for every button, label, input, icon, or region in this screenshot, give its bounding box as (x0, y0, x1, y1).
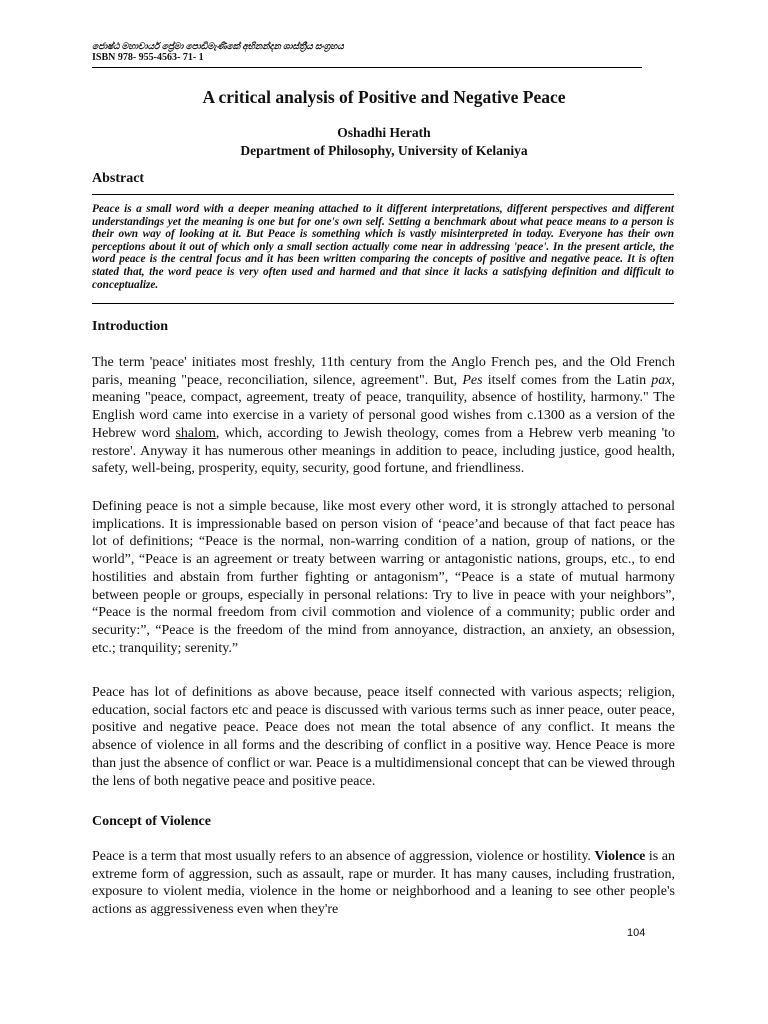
abstract-heading: Abstract (92, 171, 145, 186)
intro-paragraph-3: Peace has lot of definitions as above because, peace itself connected with various aspects; religion, education, social factors etc and peace is discussed with various terms such as inner peace, outer peace, positive and negative peace. Peace does not mean the total absence of any conflict. It means the absence of violence in all forms and the describing of conflict in a positive way. Hence Peace is more than just the absence of conflict or war. Peace is a multidimensional concept that can be viewed through the lens of both negative peace and positive peace. (92, 685, 675, 789)
violence-term: Violence (594, 849, 646, 864)
intro-p1-pes: Pes (462, 372, 483, 388)
intro-p1-shalom: shalom (175, 425, 216, 441)
series-title: ජොෂ්ඨ මහාචාර්ය ප්‍රේමා පොඩිමැණිකේ අභිනන්දන ශාස්ත්‍රීය සංග්‍රහය (92, 41, 344, 51)
introduction-heading: Introduction (92, 319, 168, 334)
author-block (0, 124, 768, 160)
running-header (92, 40, 642, 68)
intro-p1-pax: pax (651, 372, 672, 388)
intro-p1-text-c: , meaning "peace, compact, agreement, treaty of peace, tranquility, absence of hostility, harmony." The English word came into exercise in a variety of personal good wishes from c.1300 as a version of the Hebrew word (92, 372, 675, 441)
violence-p1-text-b: is an extreme form of aggression, such as assault, rape or murder. It has many causes, including frustration, exposure to violent media, violence in the home or neighborhood and a leaning to see other people's actions as aggressiveness even when they're (92, 849, 676, 918)
intro-p1-text-d: , which, according to Jewish theology, comes from a Hebrew verb meaning 'to restore'. Anyway it has numerous other meanings in addition to peace, including justice, good health, safety, well-being, prosperity, equity, security, good fortune, and friendliness. (92, 425, 675, 477)
abstract-box (92, 194, 674, 304)
header-rule (92, 67, 642, 68)
intro-paragraph-2: Defining peace is not a simple because, like most every other word, it is strongly attached to personal implications. It is impressionable based on person vision of ‘peace’and because of that fact peace has lot of definitions; “Peace is the normal, non-warring condition of a nation, group of nations, or the world”, “Peace is an agreement or treaty between warring or antagonistic nations, groups, etc., to end hostilities and abstain from further fighting or antagonism”, “Peace is a state of mutual harmony between people or groups, especially in personal relations: Try to live in peace with your neighbors”, “Peace is the normal freedom from civil commotion and violence of a community; public order and security:”, “Peace is the freedom of the mind from annoyance, distraction, an anxiety, an obsession, etc.; tranquility; serenity.” (92, 499, 675, 656)
isbn: ISBN 978- 955-4563- 71- 1 (92, 52, 204, 63)
intro-paragraph-1 (92, 354, 675, 478)
intro-p1-text-b: itself comes from the Latin (482, 372, 652, 388)
page-number: 104 (627, 927, 646, 939)
violence-paragraph-1 (92, 848, 675, 919)
violence-p1-text-a: Peace is a term that most usually refers to an absence of aggression, violence or hostility. (92, 849, 595, 864)
intro-p1-text-a: The term 'peace' initiates most freshly, 11th century from the Anglo French pes, and the Old French paris, meaning "peace, reconciliation, silence, agreement". But, (92, 355, 675, 388)
author-affiliation: Department of Philosophy, University of Kelaniya (240, 143, 528, 158)
author-name: Oshadhi Herath (337, 125, 431, 140)
violence-heading: Concept of Violence (92, 814, 211, 829)
paper-title: A critical analysis of Positive and Negative Peace (202, 87, 566, 107)
abstract-text: Peace is a small word with a deeper meaning attached to it different interpretations, different perspectives and different understandings yet the meaning is one but for one's own self. Setting a benchmark about what peace means to a person is their own way of looking at it. But Peace is something which is vastly misinterpreted in today. Everyone has their own perceptions about it out of which only a small section actually come near in addressing 'peace'. In the present article, the word peace is the central focus and it has been written comparing the concepts of positive and negative peace. It is often stated that, the word peace is very often used and harmed and that since it lacks a satisfying definition and difficult to conceptualize. (92, 203, 674, 291)
